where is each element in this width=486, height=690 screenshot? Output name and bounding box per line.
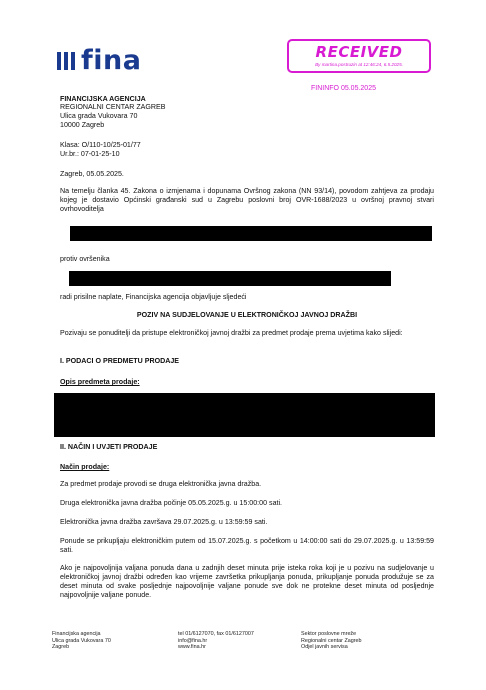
- section2-heading: II. NAČIN I UVJETI PRODAJE: [60, 443, 158, 451]
- logo-bars-icon: [57, 52, 75, 70]
- fininfo-date: FININFO 05.05.2025: [311, 85, 376, 92]
- footer-col-address: [52, 631, 111, 651]
- footer-text: Zagreb: [52, 644, 70, 651]
- opis-label: Opis predmeta prodaje:: [60, 378, 140, 386]
- footer-col-contact: [178, 631, 254, 651]
- para-start: Druga elektronička javna dražba počinje 05.05.2025.g. u 15:00:00 sati.: [60, 499, 283, 507]
- footer-text: Ulica grada Vukovara 70: [52, 637, 111, 644]
- footer-text: Sektor poslovne mreže: [301, 631, 357, 637]
- footer-website: www.fina.hr: [178, 644, 206, 651]
- footer-col-department: [301, 631, 362, 651]
- footer-text: tel 01/6127070, fax 01/6127007: [178, 631, 254, 637]
- invite-paragraph: Pozivaju se ponuditelji da pristupe elektroničkoj javnoj dražbi za predmet prodaje prema uvjetima kako slijedi:: [60, 329, 403, 337]
- para-end: Elektronička javna dražba završava 29.07.2025.g. u 13:59:59 sati.: [60, 518, 268, 526]
- redacted-creditor: [70, 226, 432, 241]
- stamp-title: RECEIVED: [315, 43, 403, 61]
- urbr: Ur.br.: 07-01-25-10: [60, 150, 120, 158]
- footer-text: Financijska agencija: [52, 631, 101, 637]
- stamp-subtitle: By martina.postruzin at 12:46:24, 6.5.2025.: [315, 62, 403, 67]
- sender-name: FINANCIJSKA AGENCIJA: [60, 95, 146, 103]
- footer-email: info@fina.hr: [178, 637, 208, 644]
- radi-line: radi prisilne naplate, Financijska agencija objavljuje sljedeći: [60, 293, 247, 301]
- logo-text: fina: [81, 45, 142, 76]
- para-auction-type: Za predmet prodaje provodi se druga elektronička javna dražba.: [60, 480, 262, 488]
- intro-paragraph: Na temelju članka 45. Zakona o izmjenama i dopunama Ovršnog zakona (NN 93/14), povodom zahtjeva za prodaju kojeg je dostavio Općinski građanski sud u Zagrebu poslovni broj OVR-1688/2023 u ovršnoj pravnoj stvari ovrhovoditelja: [60, 187, 434, 213]
- sender-street: Ulica grada Vukovara 70: [60, 112, 138, 120]
- redacted-debtor: [69, 271, 391, 286]
- notice-heading: POZIV NA SUDJELOVANJE U ELEKTRONIČKOJ JAVNOJ DRAŽBI: [136, 311, 358, 319]
- redacted-description: [54, 393, 435, 437]
- sender-city: 10000 Zagreb: [60, 121, 105, 129]
- footer-text: Odjel javnih servisa: [301, 644, 348, 651]
- fina-logo: [57, 45, 141, 77]
- date-line: Zagreb, 05.05.2025.: [60, 170, 124, 178]
- section1-heading: I. PODACI O PREDMETU PRODAJE: [60, 357, 180, 365]
- protiv-line: protiv ovršenika: [60, 255, 110, 263]
- para-offers: Ponude se prikupljaju elektroničkim putem od 15.07.2025.g. s početkom u 14:00:00 sati do 29.07.2025.g. u 13:59:59 sati.: [60, 537, 434, 554]
- sender-unit: REGIONALNI CENTAR ZAGREB: [60, 103, 166, 111]
- klasa: Klasa: O/110-10/25-01/77: [60, 141, 141, 149]
- footer-text: Regionalni centar Zagreb: [301, 637, 362, 644]
- para-extension: Ako je najpovoljnija valjana ponuda dana u zadnjih deset minuta prije isteka roka koji je u pozivu na sudjelovanje u elektroničkoj javnoj dražbi određen kao vrijeme završetka prikupljanja ponuda, prikupljanje ponuda produžuje se za deset minuta od svake posljednje najpovoljnije valjane ponude sve dok ne protekne deset minuta od posljednje najpovoljnije valjane ponude.: [60, 564, 434, 599]
- nacin-label: Način prodaje:: [60, 463, 110, 471]
- received-stamp: [287, 39, 431, 73]
